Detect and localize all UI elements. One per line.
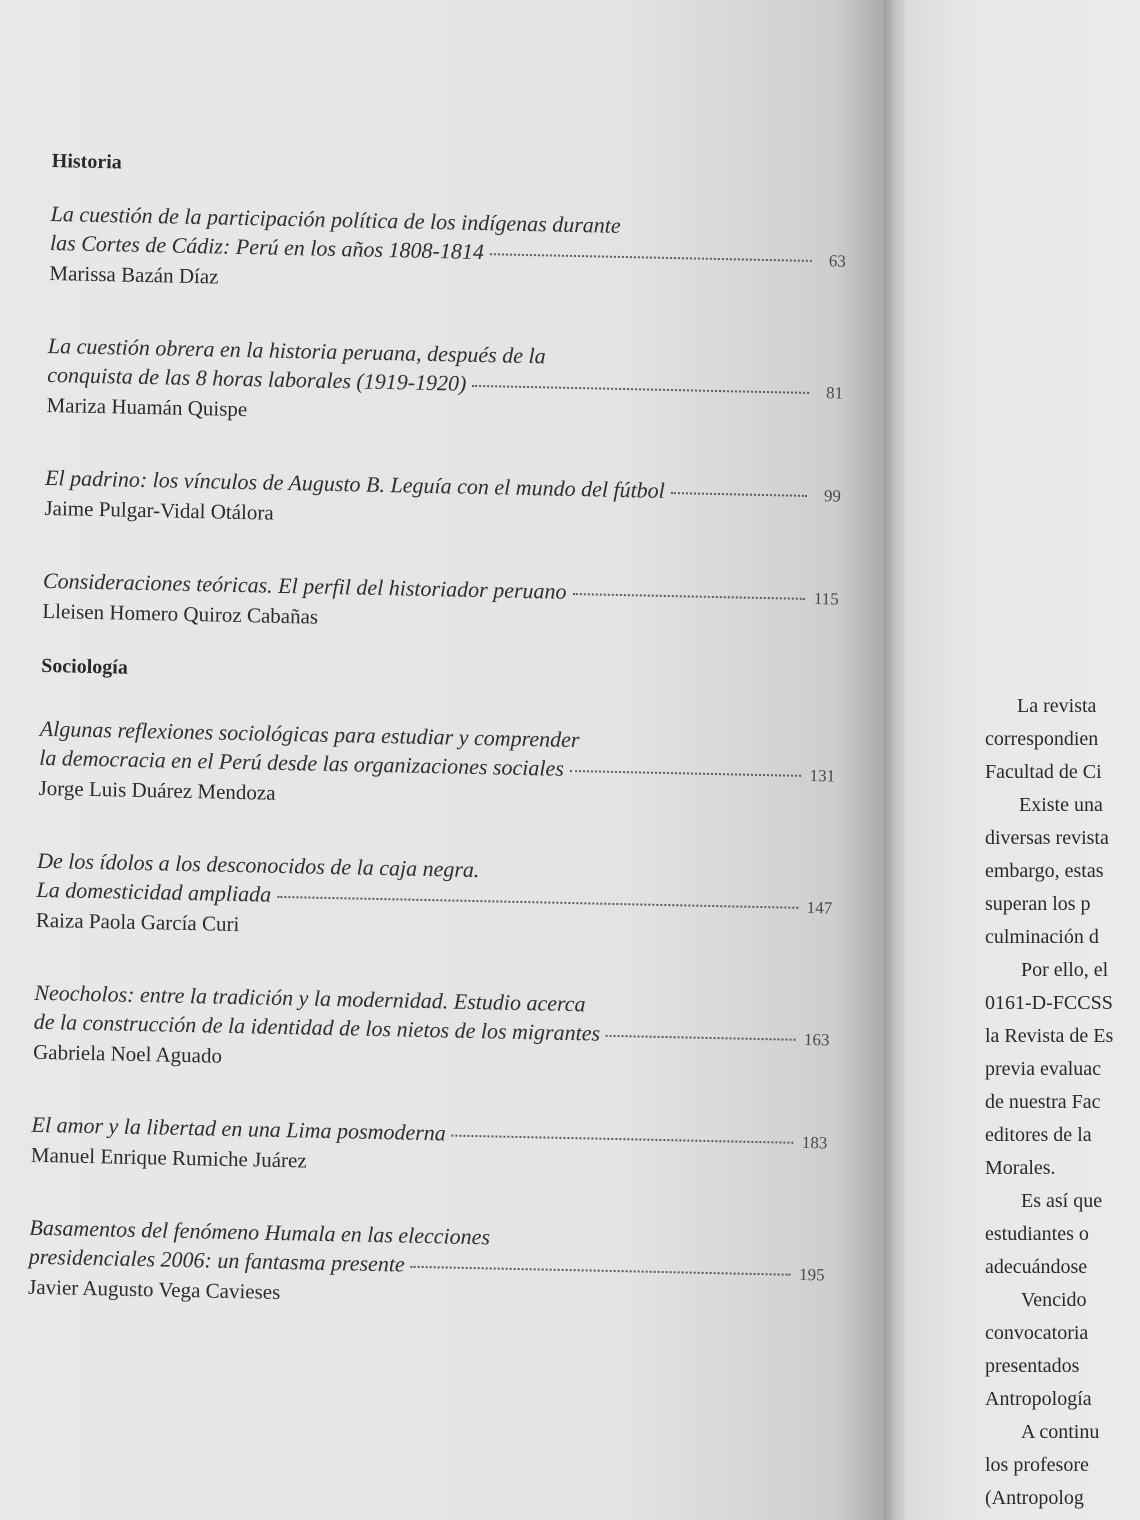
title-line: La domesticidad ampliada bbox=[36, 876, 272, 907]
text-line: Existe una bbox=[1019, 794, 1103, 816]
text-line: la Revista de Es bbox=[985, 1025, 1114, 1047]
toc-entry[interactable] bbox=[36, 846, 874, 951]
page-number: 147 bbox=[806, 897, 833, 918]
text-line: estudiantes o bbox=[985, 1223, 1089, 1245]
toc-entry[interactable] bbox=[31, 1110, 868, 1186]
section-historia bbox=[42, 150, 888, 642]
page-number: 81 bbox=[825, 383, 844, 403]
section-title: Historia bbox=[51, 150, 122, 174]
text-line: Facultad de Ci bbox=[985, 761, 1102, 783]
page-number: 163 bbox=[803, 1029, 830, 1050]
text-line: 0161-D-FCCSS bbox=[985, 992, 1113, 1014]
toc-entry[interactable] bbox=[46, 331, 884, 436]
toc-entry[interactable] bbox=[38, 714, 876, 819]
title-line: De los ídolos a los desconocidos de la caja negra. bbox=[36, 847, 480, 883]
toc-entry[interactable] bbox=[33, 978, 871, 1083]
title-line: Algunas reflexiones sociológicas para estudiar y comprender bbox=[39, 715, 580, 753]
entry-author: Lleisen Homero Quiroz Cabañas bbox=[42, 598, 319, 629]
section-title: Sociología bbox=[40, 654, 129, 679]
text-line: Es así que bbox=[1021, 1190, 1103, 1212]
toc-entry[interactable] bbox=[49, 199, 887, 304]
entry-author: Raiza Paola García Curi bbox=[35, 907, 240, 937]
entry-author: Jaime Pulgar-Vidal Otálora bbox=[44, 495, 274, 525]
text-line: diversas revista bbox=[985, 827, 1109, 849]
dot-leader bbox=[671, 492, 807, 497]
text-line: adecuándose bbox=[985, 1256, 1088, 1278]
text-line: (Antropolog bbox=[985, 1487, 1084, 1509]
text-line: Vencido bbox=[1021, 1289, 1087, 1311]
title-line: El padrino: los vínculos de Augusto B. Leguía con el mundo del fútbol bbox=[44, 464, 666, 503]
entry-author: Manuel Enrique Rumiche Juárez bbox=[30, 1142, 307, 1173]
section-sociologia bbox=[28, 655, 877, 1318]
dot-leader bbox=[570, 770, 801, 777]
page-number: 115 bbox=[813, 589, 839, 609]
text-line: Morales. bbox=[985, 1157, 1056, 1179]
title-line: Neocholos: entre la tradición y la modernidad. Estudio acerca bbox=[34, 979, 586, 1017]
entry-author: Jorge Luis Duárez Mendoza bbox=[38, 775, 276, 805]
text-line: presentados bbox=[985, 1355, 1080, 1377]
text-line: A continu bbox=[1021, 1421, 1100, 1443]
text-line: superan los p bbox=[985, 893, 1091, 915]
text-line: Antropología bbox=[985, 1388, 1092, 1410]
entry-author: Mariza Huamán Quispe bbox=[46, 392, 248, 422]
title-line: La cuestión de la participación política de los indígenas durante bbox=[50, 200, 621, 238]
text-line: los profesore bbox=[985, 1454, 1089, 1476]
title-line: la democracia en el Perú desde las organizaciones sociales bbox=[39, 744, 565, 781]
title-line: La cuestión obrera en la historia peruana, después de la bbox=[47, 332, 546, 369]
dot-leader bbox=[452, 1135, 794, 1144]
entry-author: Javier Augusto Vega Cavieses bbox=[27, 1274, 281, 1305]
text-line: La revista bbox=[1017, 695, 1097, 717]
dot-leader bbox=[572, 593, 804, 600]
entry-author: Marissa Bazán Díaz bbox=[49, 260, 219, 289]
dot-leader bbox=[490, 253, 812, 262]
title-line: presidenciales 2006: un fantasma presente bbox=[28, 1243, 405, 1277]
page-number: 99 bbox=[823, 486, 842, 506]
text-line: editores de la bbox=[985, 1124, 1092, 1146]
toc-entry[interactable] bbox=[28, 1213, 866, 1318]
page-number: 183 bbox=[801, 1132, 828, 1153]
dot-leader bbox=[472, 385, 809, 394]
text-line: correspondien bbox=[985, 728, 1099, 750]
title-line: Basamentos del fenómeno Humala en las elecciones bbox=[29, 1214, 491, 1250]
table-of-contents bbox=[27, 150, 888, 1362]
page-number: 131 bbox=[809, 766, 836, 786]
right-page-text bbox=[985, 690, 1140, 1515]
toc-entry[interactable] bbox=[44, 463, 881, 539]
title-line: Consideraciones teóricas. El perfil del historiador peruano bbox=[42, 567, 567, 604]
dot-leader bbox=[277, 896, 798, 909]
title-line: El amor y la libertad en una Lima posmoderna bbox=[31, 1111, 447, 1146]
page-number: 63 bbox=[828, 251, 847, 271]
title-line: de la construcción de la identidad de los nietos de los migrantes bbox=[33, 1008, 601, 1046]
title-line: las Cortes de Cádiz: Perú en los años 1808-1814 bbox=[49, 229, 485, 265]
dot-leader bbox=[411, 1266, 791, 1276]
text-line: Por ello, el bbox=[1021, 959, 1109, 981]
page-number: 195 bbox=[798, 1264, 825, 1285]
entry-author: Gabriela Noel Aguado bbox=[32, 1039, 223, 1068]
text-line: previa evaluac bbox=[985, 1058, 1102, 1080]
dot-leader bbox=[606, 1035, 796, 1041]
text-line: culminación d bbox=[985, 926, 1099, 948]
title-line: conquista de las 8 horas laborales (1919-1920) bbox=[47, 361, 467, 396]
text-line: de nuestra Fac bbox=[985, 1091, 1101, 1113]
text-line: embargo, estas bbox=[985, 860, 1104, 882]
toc-entry[interactable] bbox=[42, 566, 879, 642]
text-line: convocatoria bbox=[985, 1322, 1089, 1344]
